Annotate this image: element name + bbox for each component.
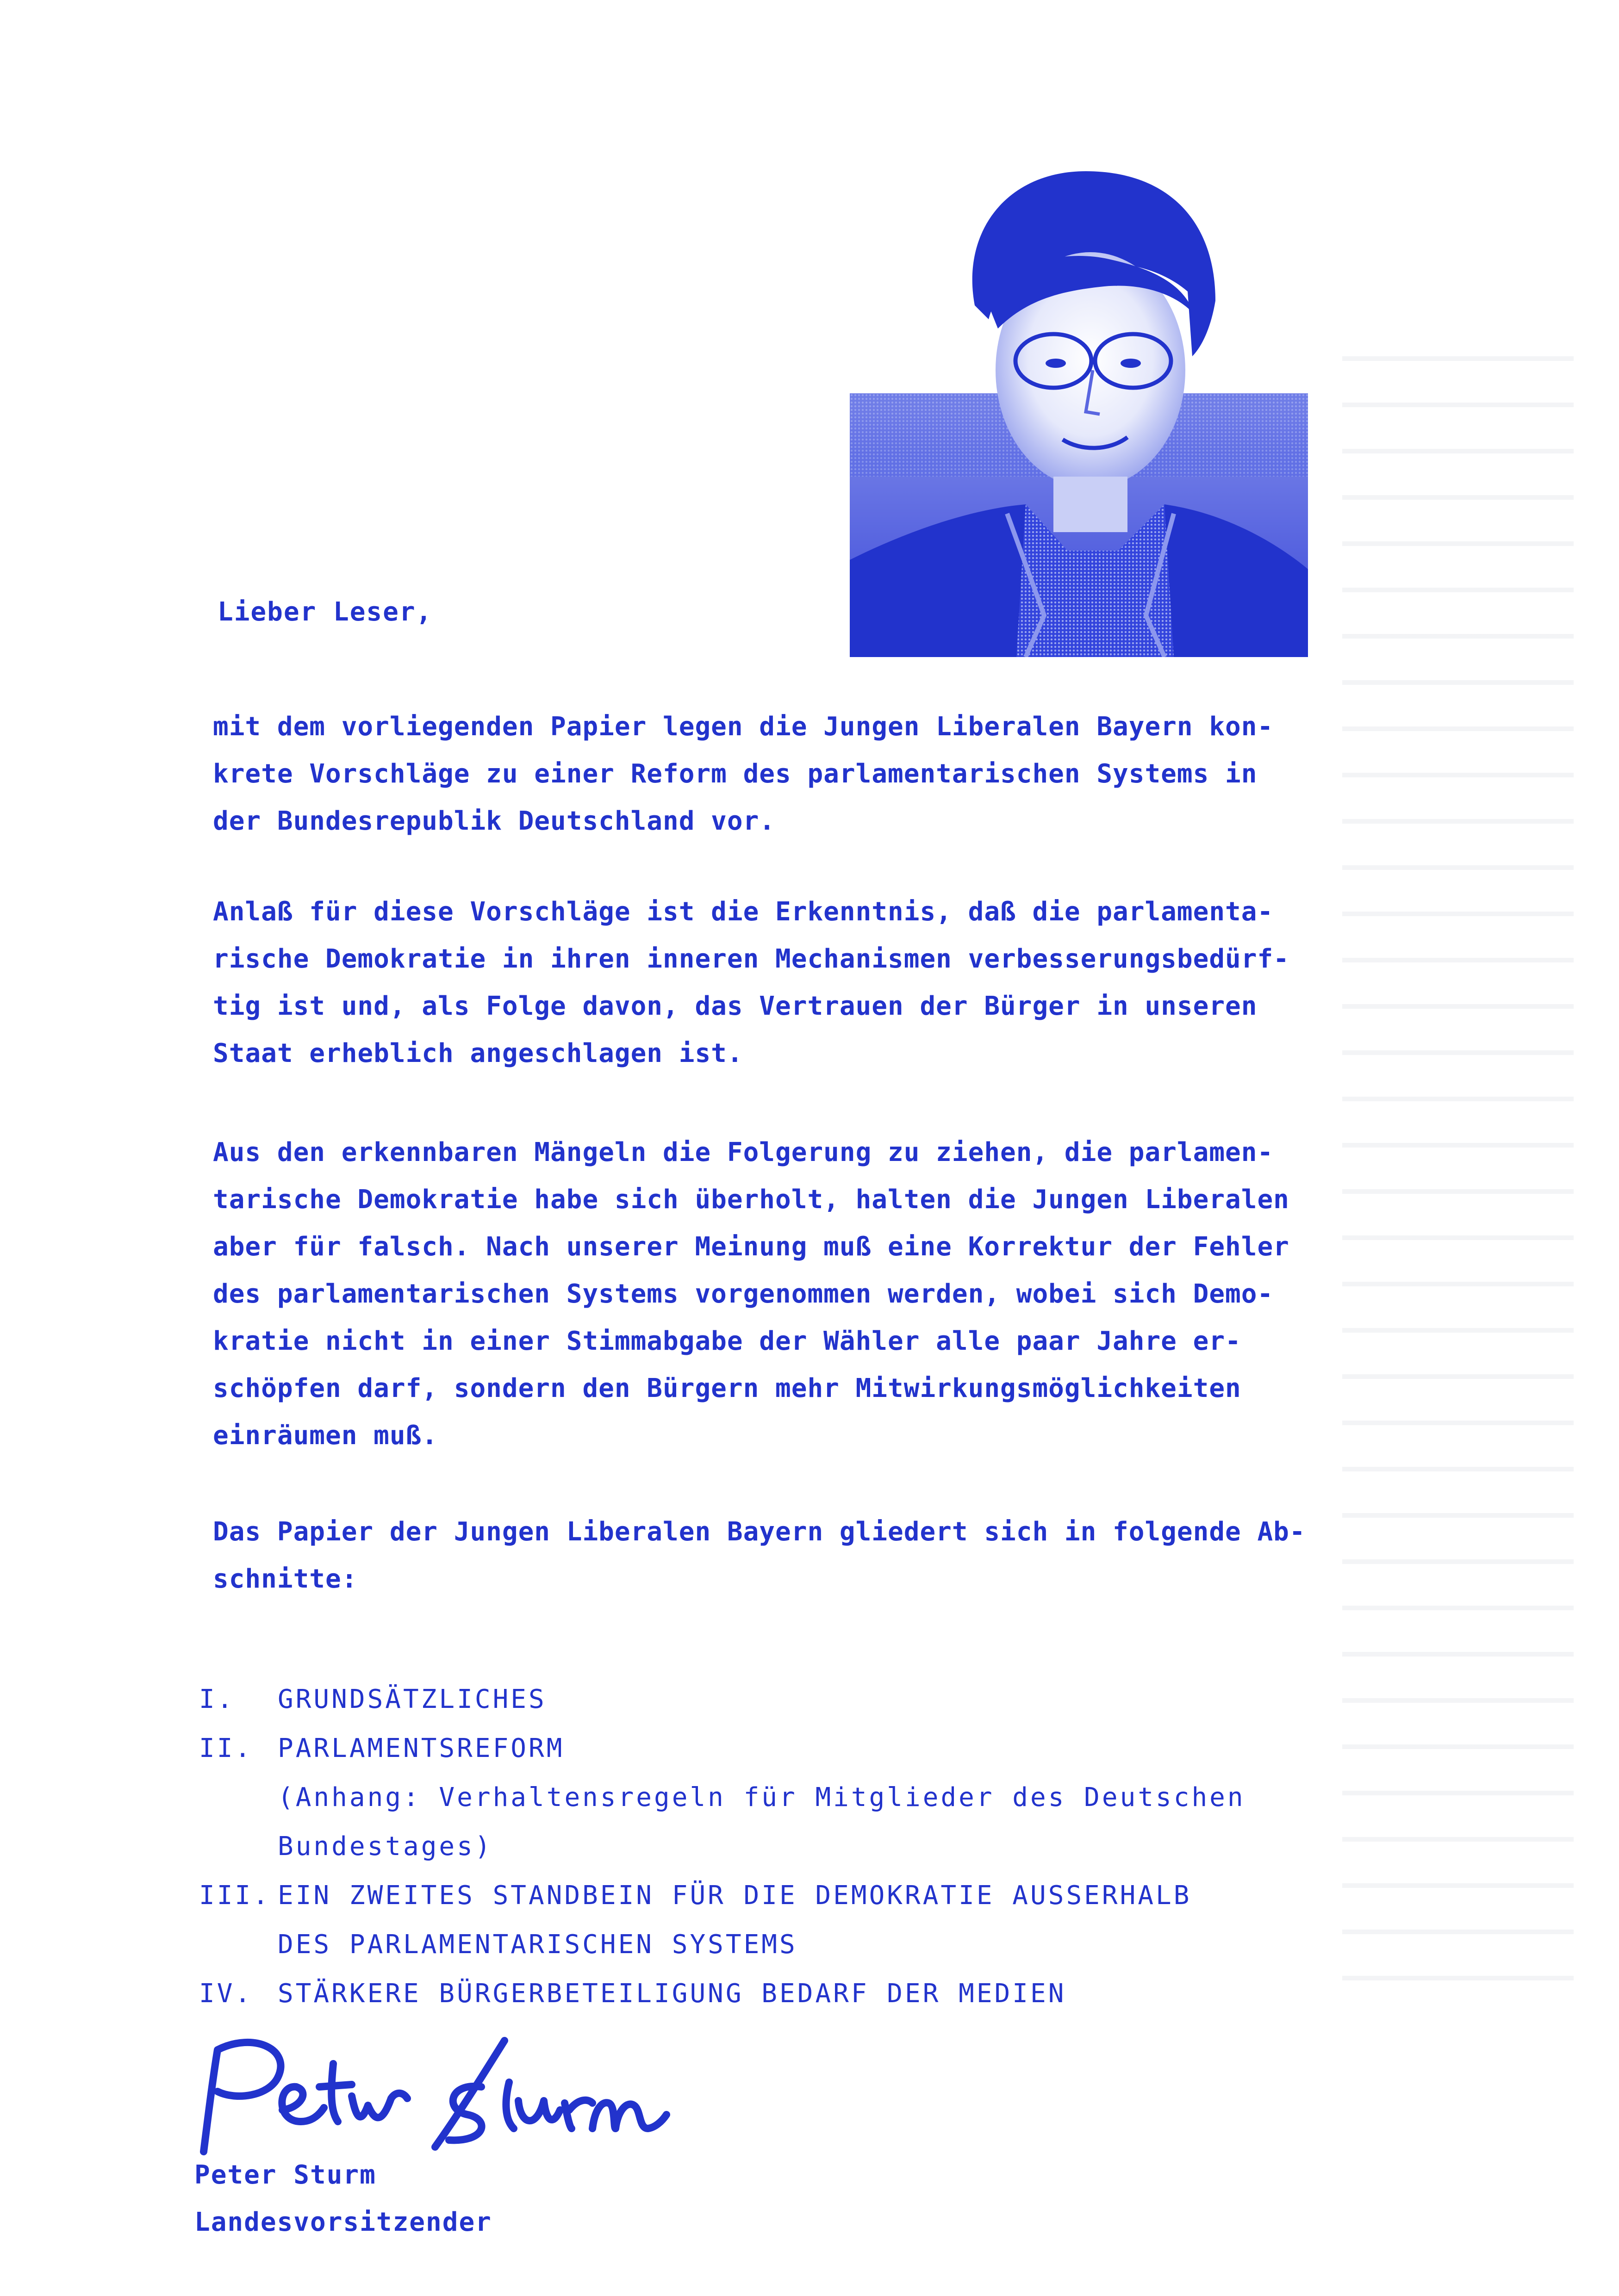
handwritten-signature <box>185 2022 676 2161</box>
signer-name: Peter Sturm <box>194 2160 376 2190</box>
salutation: Lieber Leser, <box>218 597 433 627</box>
section-line: GRUNDSÄTZLICHES <box>278 1684 547 1714</box>
section-title <box>278 1969 1402 2018</box>
section-number: IV. <box>199 1979 253 2009</box>
section-number: II. <box>199 1733 253 1763</box>
section-title <box>278 1724 1402 1871</box>
body-paragraph-3: Aus den erkennbaren Mängeln die Folgerung zu ziehen, die parlamen- tarische Demokratie habe sich überholt, halten die Jungen Liberalen aber für falsch. Nach unserer Meinung muß eine Korrektur der Fehler des parlamentarischen Systems vorgenommen werden, wobei sich Demo- kratie nicht in einer Stimmabgabe der Wähler alle paar Jahre er- schöpfen darf, sondern den Bürgern mehr Mitwirkungsmöglichkeiten einräumen muß. <box>213 1137 1289 1451</box>
section-line: EIN ZWEITES STANDBEIN FÜR DIE DEMOKRATIE AUSSERHALB <box>278 1880 1192 1911</box>
signature-graphic <box>185 2022 676 2161</box>
section-item-4 <box>199 1969 1402 2018</box>
section-line: DES PARLAMENTARISCHEN SYSTEMS <box>278 1930 797 1960</box>
section-item-1 <box>199 1675 1402 1724</box>
portrait-photo-graphic <box>850 153 1308 657</box>
section-number: III. <box>199 1880 271 1911</box>
section-line: Bundestages) <box>278 1831 493 1862</box>
section-title <box>278 1675 1402 1724</box>
section-title <box>278 1871 1402 1969</box>
section-list <box>199 1675 1402 2018</box>
section-item-3 <box>199 1871 1402 1969</box>
body-paragraph-4: Das Papier der Jungen Liberalen Bayern gliedert sich in folgende Ab- schnitte: <box>213 1517 1306 1594</box>
signer-title: Landesvorsitzender <box>194 2207 492 2237</box>
section-line: STÄRKERE BÜRGERBETEILIGUNG BEDARF DER MEDIEN <box>278 1979 1066 2009</box>
section-line: PARLAMENTSREFORM <box>278 1733 565 1763</box>
portrait-photo <box>850 153 1308 657</box>
section-number: I. <box>199 1684 235 1714</box>
body-paragraph-1: mit dem vorliegenden Papier legen die Jungen Liberalen Bayern kon- krete Vorschläge zu einer Reform des parlamentarischen Systems in der Bundesrepublik Deutschland vor. <box>213 712 1274 836</box>
body-paragraph-2: Anlaß für diese Vorschläge ist die Erkenntnis, daß die parlamenta- rische Demokratie in ihren inneren Mechanismen verbesserungsbedürf- tig ist und, als Folge davon, das Vertrauen der Bürger in unseren Staat erheblich angeschlagen ist. <box>213 897 1289 1068</box>
section-item-2 <box>199 1724 1402 1871</box>
section-line: (Anhang: Verhaltensregeln für Mitglieder des Deutschen <box>278 1782 1245 1812</box>
signer-block <box>194 2152 492 2246</box>
